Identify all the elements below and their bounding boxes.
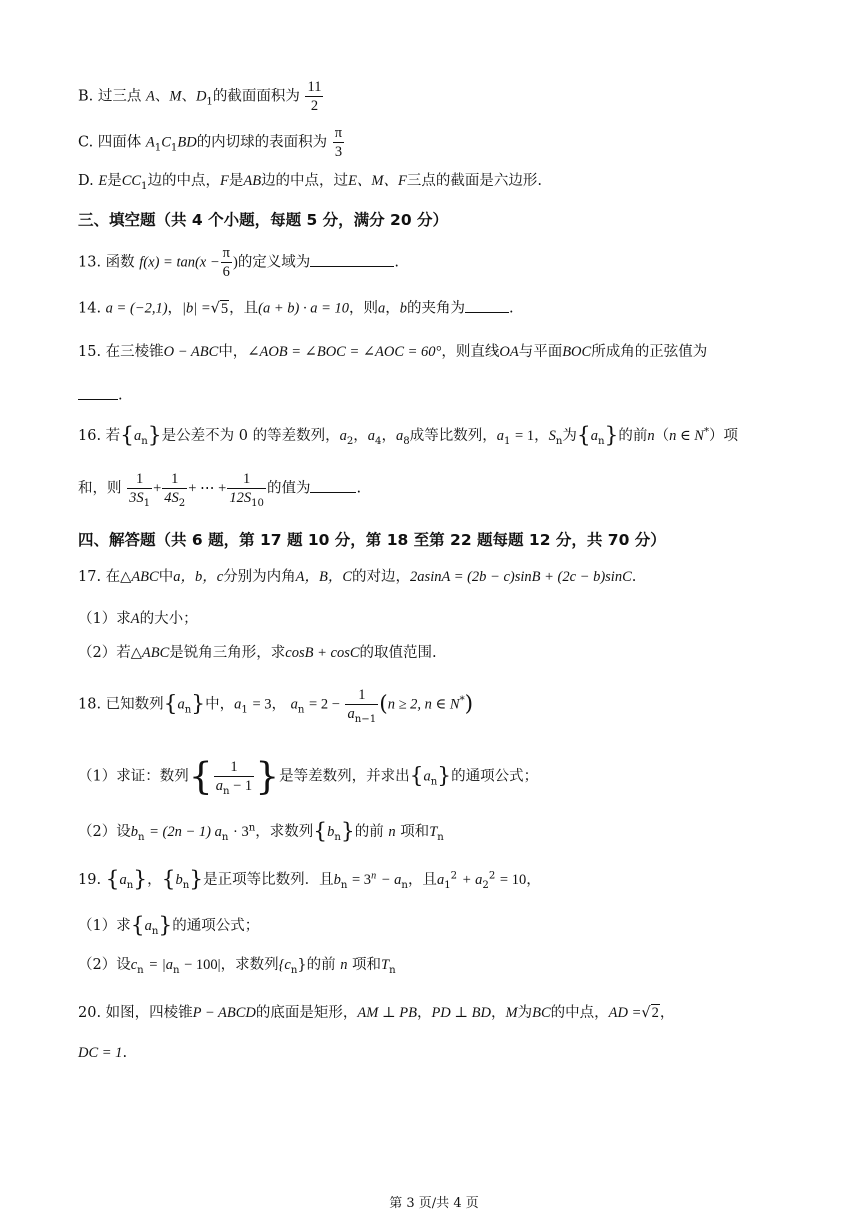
fraction-11-2: $\frac{11}{2}$ (307, 79, 322, 115)
fraction-pi-3: $\frac{\pi}{3}$ (334, 125, 343, 161)
question-20: 20. 如图，四棱锥P − ABCD的底面是矩形，AM ⊥ PB，PD ⊥ BD，M为BC的中点，AD =√2， (78, 1005, 675, 1021)
section-heading-fill-blank: 三、填空题（共 4 个小题，每题 5 分，满分 20 分） (78, 211, 449, 229)
question-17: 17. 在△ABC中a，b，c分别为内角A，B，C的对边，2asinA = (2b − c)sinB + (2c − b)sinC. (78, 569, 637, 585)
question-19-part-1: （1）求$\{a_n\}$的通项公式； (78, 913, 260, 938)
question-18: 18. 已知数列$\{a_n\}$中，$a_1 = 3$， $a_n = 2$ − $\frac{1}{a_{n-1}}$ (n ≥ 2, n ∈ N*) (78, 687, 474, 726)
question-20-line2: DC = 1. (78, 1045, 128, 1061)
question-15: 15. 在三棱锥O − ABC中，∠AOB = ∠BOC = ∠AOC = 60°，则直线OA与平面BOC所成角的正弦值为 (78, 344, 708, 360)
question-18-part-2: （2）设$b_n = (2n - 1) a_n \cdot 3^n$，求数列$\{b_n\}$的前 n 项和$T_n$ (78, 819, 444, 844)
question-15-blank: . (78, 384, 808, 405)
question-13: 13. 函数 f(x) = tan(x − $\frac{\pi}{6}$ )的定义域为 . (78, 245, 399, 281)
answer-blank (78, 384, 118, 400)
section-heading-solutions: 四、解答题（共 6 题，第 17 题 10 分，第 18 至第 22 题每题 12 分，共 70 分） (78, 531, 666, 549)
answer-blank (465, 297, 509, 313)
question-17-part-2: （2）若△ABC是锐角三角形，求cosB + cosC的取值范围. (78, 645, 437, 661)
page-footer: 第 3 页/共 4 页 (389, 1196, 479, 1211)
option-c: C. 四面体 $A_1C_1BD$的内切球的表面积为 $\frac{\pi}{3}$ (78, 125, 343, 161)
option-b: B. 过三点 A、M、$D_1$的截面面积为 $\frac{11}{2}$ (78, 79, 322, 115)
question-16: 16. 若$\{a_n\}$是公差不为 0 的等差数列，$a_2$，$a_4$，$a_8$成等比数列，$a_1 = 1$，$S_n$为$\{a_n\}$的前n（n ∈ N*）项 (78, 423, 739, 448)
question-17-part-1: （1）求A的大小； (78, 611, 198, 627)
question-19-part-2: （2）设$c_n = |a_n - 100|$，求数列$\{c_n\}$的前 n 项和$T_n$ (78, 957, 396, 976)
option-d: D. E是$CC_1$边的中点，F是AB边的中点，过E、M、F三点的截面是六边形. (78, 173, 542, 192)
question-14: 14. a = (−2,1)，|b| =√5，且(a + b) · a = 10，则a，b的夹角为 . (78, 297, 808, 318)
answer-blank (310, 477, 356, 493)
question-19: 19. $\{a_n\}$，$\{b_n\}$是正项等比数列．且$b_n = 3^n - a_n$，且$a_1^2 + a_2^2 = 10$， (78, 867, 541, 892)
question-18-part-1: （1）求证：数列{ $\frac{1}{a_n - 1}$ }是等差数列，并求出$\{a_n\}$的通项公式； (78, 754, 539, 798)
question-16-line2: 和，则 $\frac{1}{3S_1}$ + $\frac{1}{4S_2}$ + ⋯ + $\frac{1}{12S_{10}}$ 的值为 . (78, 471, 362, 510)
answer-blank (310, 251, 394, 267)
